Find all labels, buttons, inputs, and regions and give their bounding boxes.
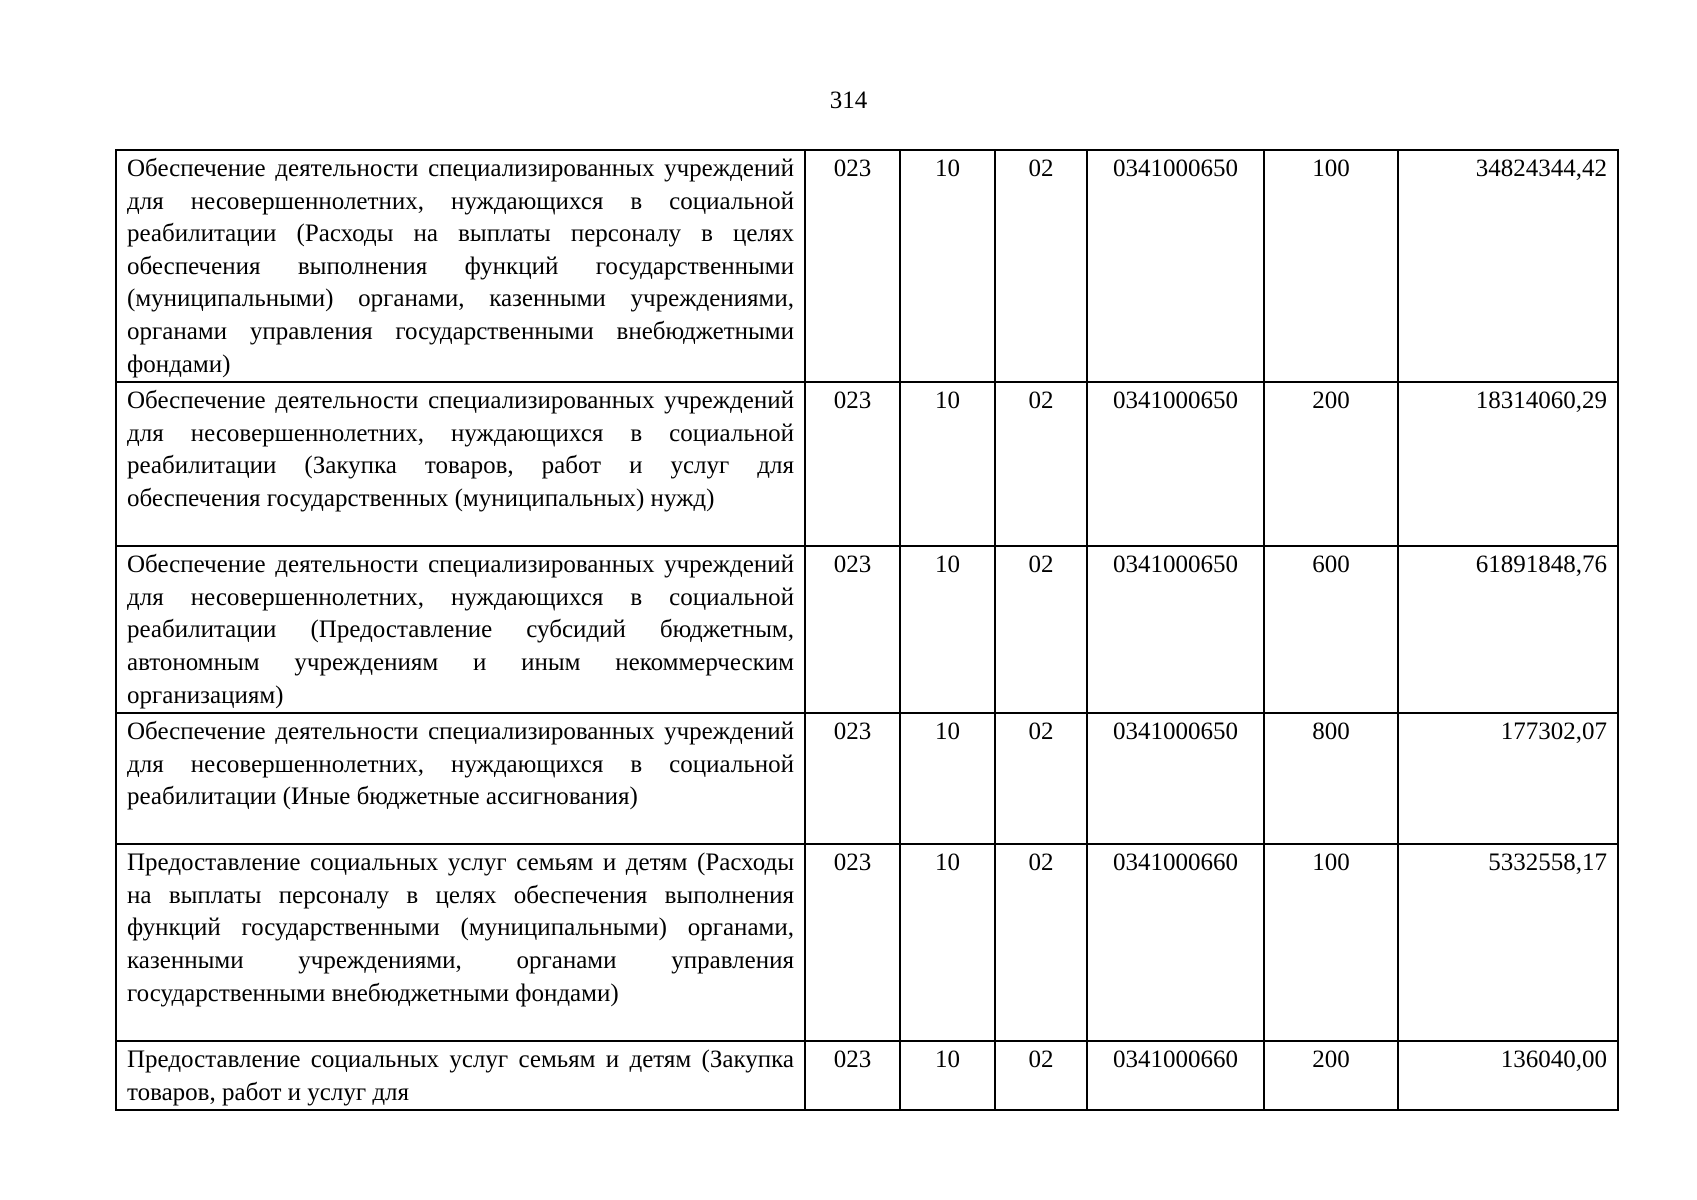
row-amount: 34824344,42 bbox=[1398, 150, 1618, 382]
row-target-article: 0341000660 bbox=[1087, 1041, 1264, 1110]
row-target-article: 0341000660 bbox=[1087, 844, 1264, 1041]
row-section-code: 10 bbox=[900, 150, 995, 382]
row-ministry-code: 023 bbox=[805, 150, 900, 382]
row-subsection-code: 02 bbox=[995, 546, 1087, 713]
row-ministry-code: 023 bbox=[805, 546, 900, 713]
row-section-code: 10 bbox=[900, 382, 995, 546]
table-row bbox=[116, 546, 1618, 713]
row-amount: 61891848,76 bbox=[1398, 546, 1618, 713]
row-expense-type: 800 bbox=[1264, 713, 1398, 844]
budget-table bbox=[115, 149, 1619, 1111]
row-section-code: 10 bbox=[900, 844, 995, 1041]
row-section-code: 10 bbox=[900, 1041, 995, 1110]
table-row bbox=[116, 1041, 1618, 1110]
row-expense-type: 200 bbox=[1264, 382, 1398, 546]
row-subsection-code: 02 bbox=[995, 382, 1087, 546]
row-expense-type: 100 bbox=[1264, 844, 1398, 1041]
row-ministry-code: 023 bbox=[805, 844, 900, 1041]
table-row bbox=[116, 844, 1618, 1041]
row-amount: 5332558,17 bbox=[1398, 844, 1618, 1041]
row-description: Обеспечение деятельности специализированных учреждений для несовершеннолетних, нуждающихся в социальной реабилитации (Закупка товаров, работ и услуг для обеспечения государственных (муниципальных) нужд) bbox=[116, 382, 805, 546]
row-expense-type: 600 bbox=[1264, 546, 1398, 713]
row-target-article: 0341000650 bbox=[1087, 546, 1264, 713]
table-row bbox=[116, 382, 1618, 546]
row-expense-type: 200 bbox=[1264, 1041, 1398, 1110]
table-row bbox=[116, 713, 1618, 844]
row-section-code: 10 bbox=[900, 546, 995, 713]
row-description: Обеспечение деятельности специализированных учреждений для несовершеннолетних, нуждающихся в социальной реабилитации (Иные бюджетные ассигнования) bbox=[116, 713, 805, 844]
row-ministry-code: 023 bbox=[805, 1041, 900, 1110]
table-row bbox=[116, 150, 1618, 382]
row-amount: 177302,07 bbox=[1398, 713, 1618, 844]
row-description: Предоставление социальных услуг семьям и детям (Закупка товаров, работ и услуг для bbox=[116, 1041, 805, 1110]
row-ministry-code: 023 bbox=[805, 382, 900, 546]
row-description: Обеспечение деятельности специализированных учреждений для несовершеннолетних, нуждающихся в социальной реабилитации (Расходы на выплаты персоналу в целях обеспечения выполнения функций государственными (муниципальными) органами, казенными учреждениями, органами управления государственными внебюджетными фондами) bbox=[116, 150, 805, 382]
row-description: Обеспечение деятельности специализированных учреждений для несовершеннолетних, нуждающихся в социальной реабилитации (Предоставление субсидий бюджетным, автономным учреждениям и иным некоммерческим организациям) bbox=[116, 546, 805, 713]
page-number: 314 bbox=[829, 87, 868, 114]
row-ministry-code: 023 bbox=[805, 713, 900, 844]
row-subsection-code: 02 bbox=[995, 713, 1087, 844]
row-subsection-code: 02 bbox=[995, 150, 1087, 382]
row-subsection-code: 02 bbox=[995, 844, 1087, 1041]
row-description: Предоставление социальных услуг семьям и детям (Расходы на выплаты персоналу в целях обеспечения выполнения функций государственными (муниципальными) органами, казенными учреждениями, органами управления государственными внебюджетными фондами) bbox=[116, 844, 805, 1041]
row-target-article: 0341000650 bbox=[1087, 150, 1264, 382]
row-section-code: 10 bbox=[900, 713, 995, 844]
row-amount: 18314060,29 bbox=[1398, 382, 1618, 546]
row-amount: 136040,00 bbox=[1398, 1041, 1618, 1110]
row-subsection-code: 02 bbox=[995, 1041, 1087, 1110]
row-target-article: 0341000650 bbox=[1087, 713, 1264, 844]
row-expense-type: 100 bbox=[1264, 150, 1398, 382]
row-target-article: 0341000650 bbox=[1087, 382, 1264, 546]
